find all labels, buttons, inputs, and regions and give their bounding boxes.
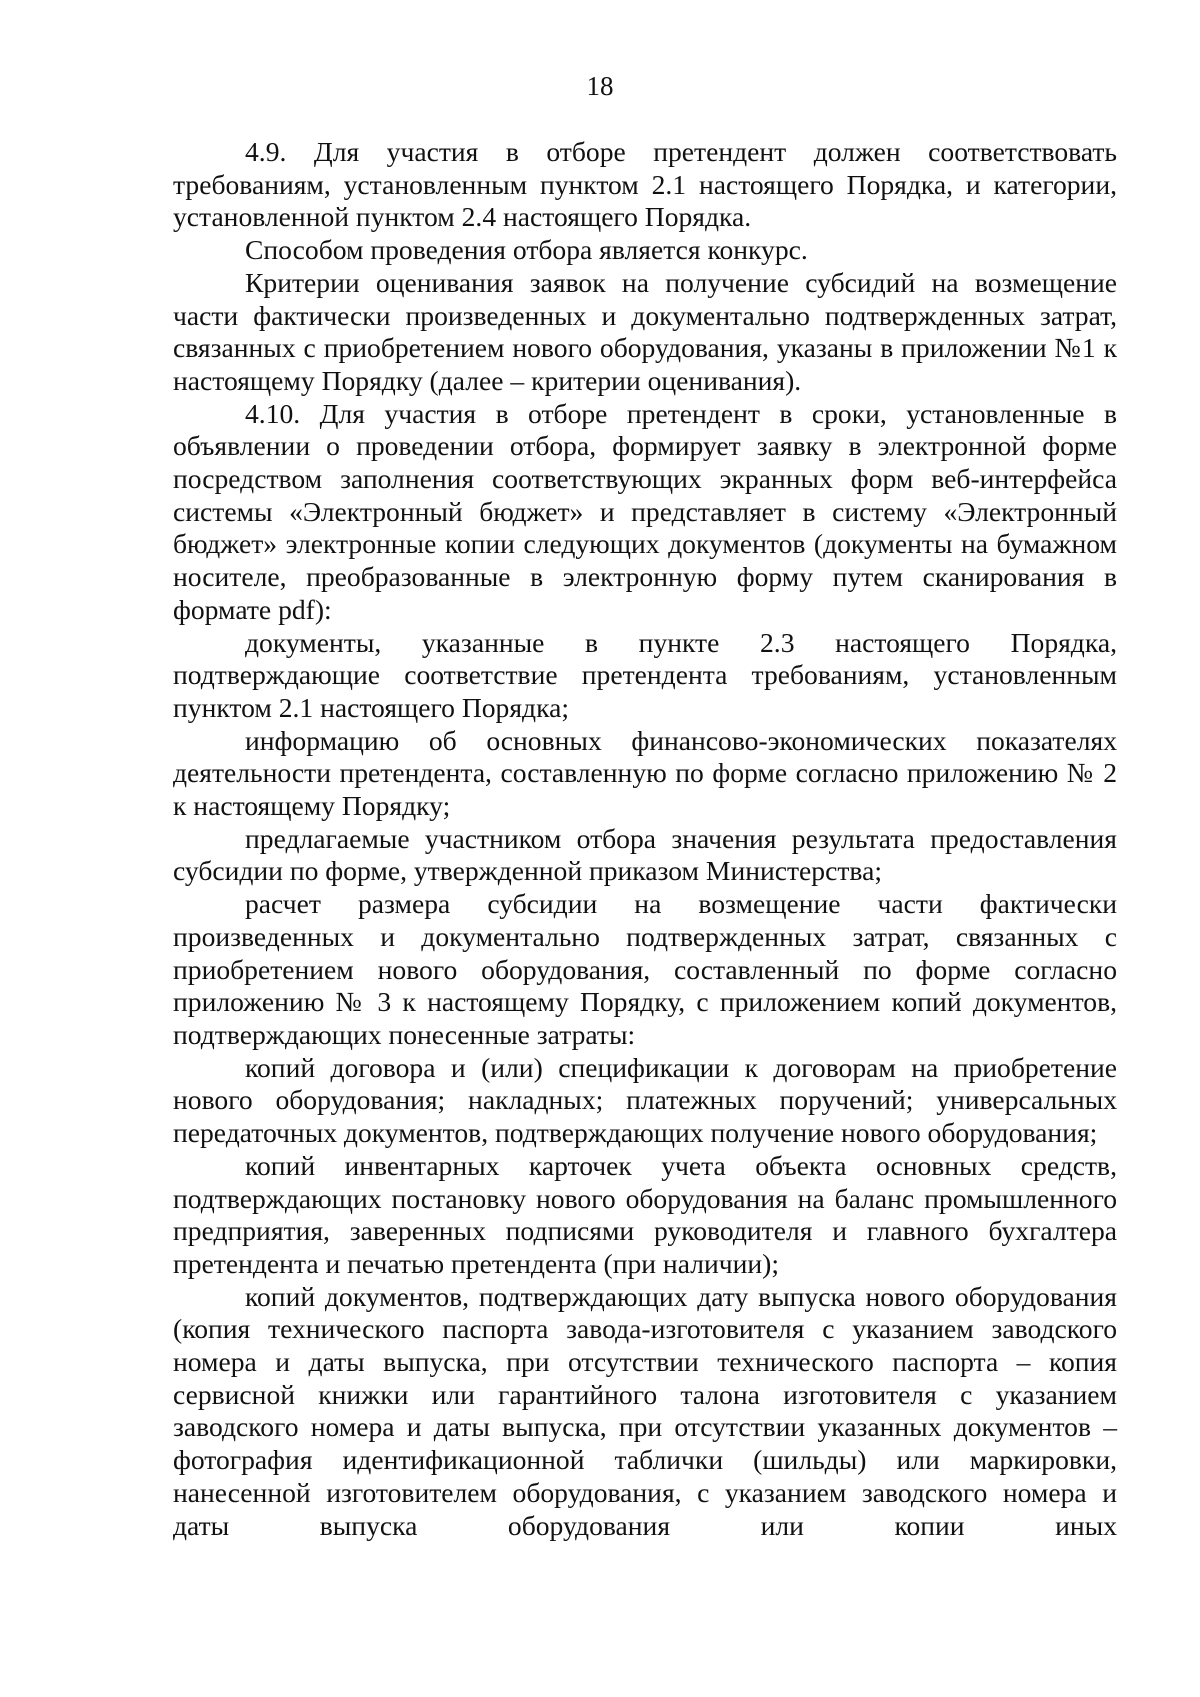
list-item-production-date-documents: копий документов, подтверждающих дату выпуска нового оборудования (копия технического паспорта завода-изготовителя с указанием заводского номера и даты выпуска, при отсутствии технического паспорта – копия сервисной книжки или гарантийного талона изготовителя с указанием заводского номера и даты выпуска, при отсутствии указанных документов – фотография идентификационной таблички (шильды) или маркировки, нанесенной изготовителем оборудования, с указанием заводского номера и даты выпуска оборудования или копии иных bbox=[173, 1280, 1117, 1541]
list-item-subsidy-calculation: расчет размера субсидии на возмещение части фактически произведенных и документально подтвержденных затрат, связанных с приобретением нового оборудования, составленный по форме согласно приложению № 3 к настоящему Порядку, с приложением копий документов, подтверждающих понесенные затраты: bbox=[173, 888, 1117, 1050]
list-item-proposed-results: предлагаемые участником отбора значения результата предоставления субсидии по форме, утвержденной приказом Министерства; bbox=[173, 822, 1117, 887]
paragraph-evaluation-criteria: Критерии оценивания заявок на получение субсидий на возмещение части фактически произведенных и документально подтвержденных затрат, связанных с приобретением нового оборудования, указаны в приложении №1 к настоящему Порядку (далее – критерии оценивания). bbox=[173, 266, 1117, 396]
list-item-contract-copies: копий договора и (или) спецификации к договорам на приобретение нового оборудования; накладных; платежных поручений; универсальных передаточных документов, подтверждающих получение нового оборудования; bbox=[173, 1051, 1117, 1149]
document-body bbox=[173, 136, 1117, 1542]
paragraph-selection-method: Способом проведения отбора является конкурс. bbox=[245, 234, 808, 266]
paragraph-4-10: 4.10. Для участия в отборе претендент в сроки, установленные в объявлении о проведении отбора, формирует заявку в электронной форме посредством заполнения соответствующих экранных форм веб-интерфейса системы «Электронный бюджет» и представляет в систему «Электронный бюджет» электронные копии следующих документов (документы на бумажном носителе, преобразованные в электронную форму путем сканирования в формате pdf): bbox=[173, 397, 1117, 625]
list-item-financial-info: информацию об основных финансово-экономических показателях деятельности претендента, составленную по форме согласно приложению № 2 к настоящему Порядку; bbox=[173, 724, 1117, 822]
list-item-documents: документы, указанные в пункте 2.3 настоящего Порядка, подтверждающие соответствие претендента требованиям, установленным пунктом 2.1 настоящего Порядка; bbox=[173, 626, 1117, 723]
paragraph-4-9: 4.9. Для участия в отборе претендент должен соответствовать требованиям, установленным пунктом 2.1 настоящего Порядка, и категории, установленной пунктом 2.4 настоящего Порядка. bbox=[173, 136, 1117, 233]
page-number: 18 bbox=[586, 71, 614, 101]
list-item-inventory-cards: копий инвентарных карточек учета объекта основных средств, подтверждающих постановку нового оборудования на баланс промышленного предприятия, заверенных подписями руководителя и главного бухгалтера претендента и печатью претендента (при наличии); bbox=[173, 1149, 1117, 1279]
